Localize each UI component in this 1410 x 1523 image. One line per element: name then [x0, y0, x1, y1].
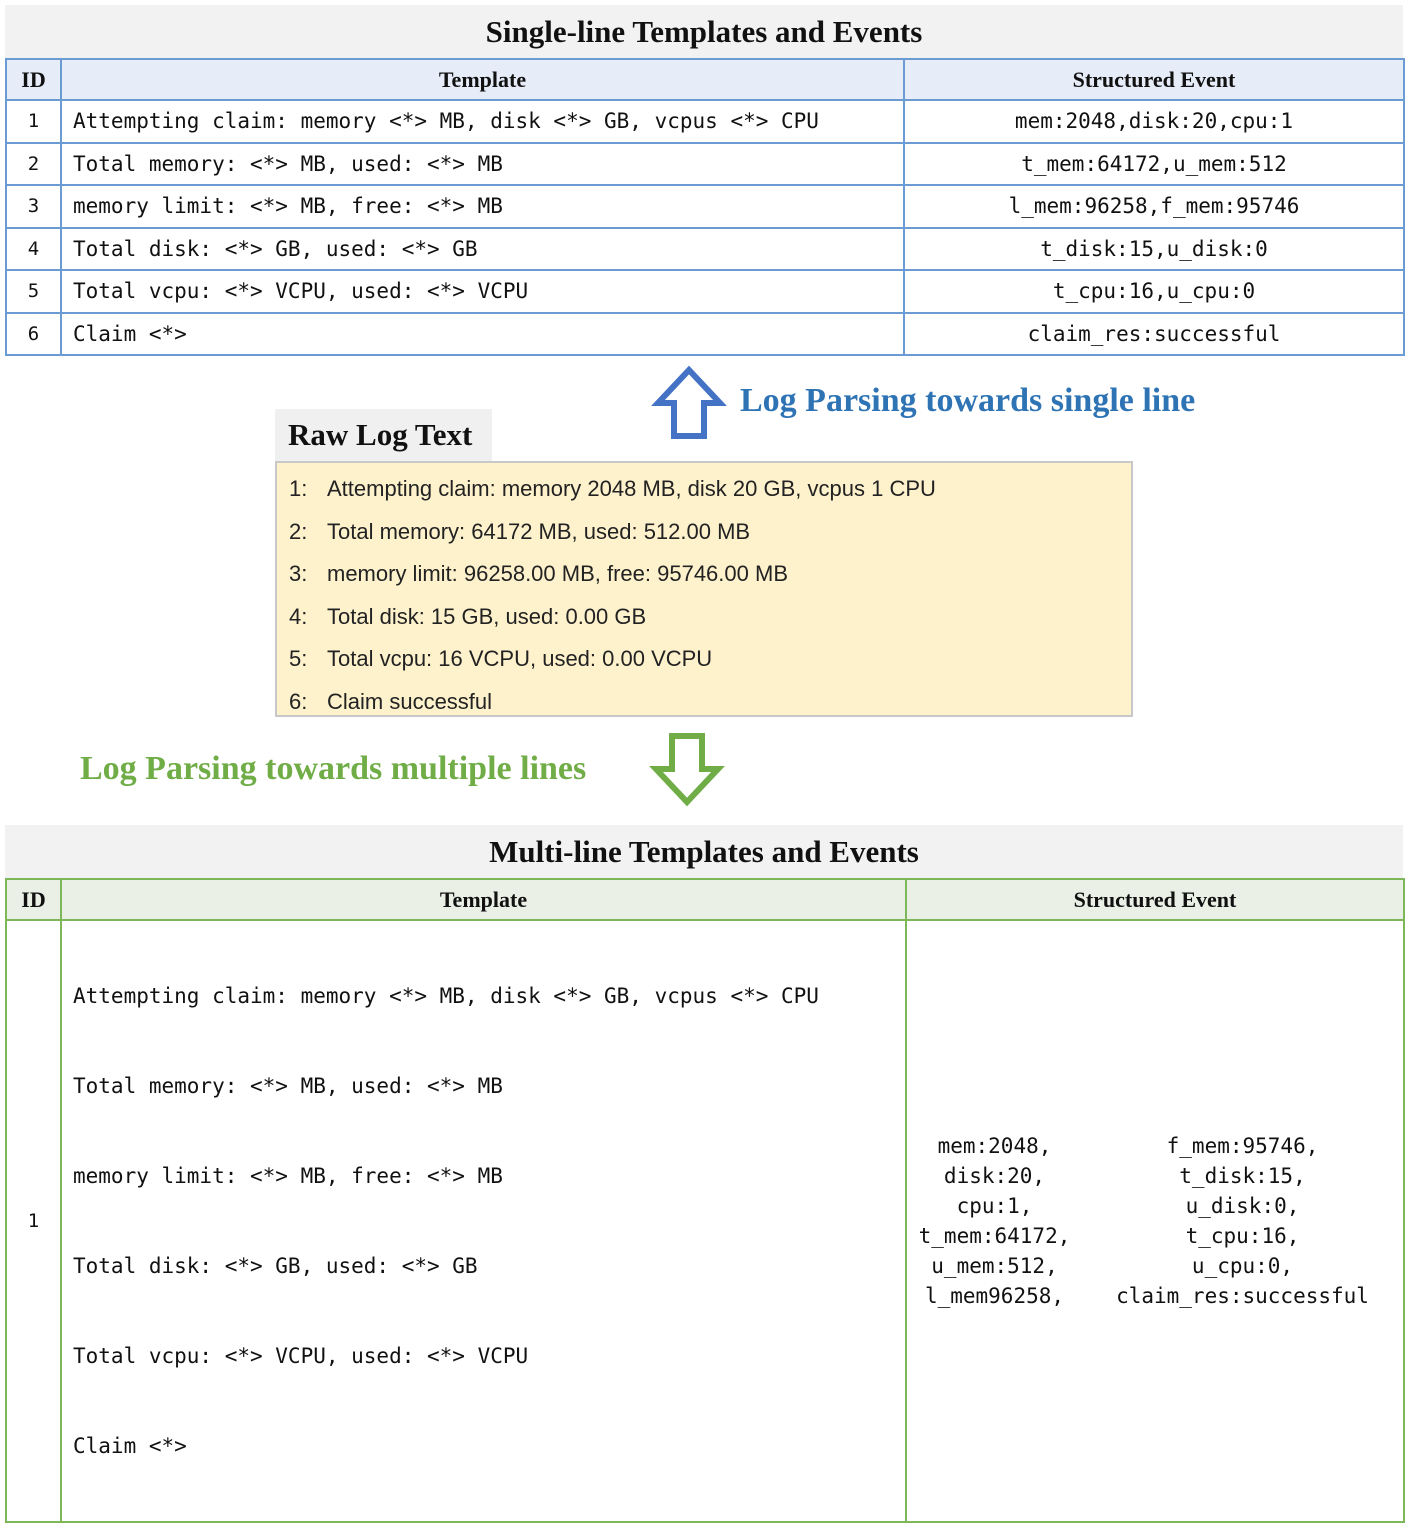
line-number: 4:	[289, 603, 308, 629]
event-item: f_mem:95746,	[1166, 1134, 1319, 1158]
row-id: 2	[6, 143, 61, 186]
row-template: Claim <*>	[61, 313, 904, 356]
row-id: 1	[6, 100, 61, 143]
row-event: claim_res:successful	[904, 313, 1404, 356]
table-header-row	[6, 879, 1404, 920]
raw-log-title: Raw Log Text	[275, 409, 492, 461]
table-row	[6, 143, 1404, 186]
line-text: memory limit: 96258.00 MB, free: 95746.00 MB	[327, 561, 788, 587]
raw-log-line	[277, 681, 1131, 724]
raw-log-line	[277, 511, 1131, 554]
row-event-cell	[906, 920, 1404, 1522]
row-event: mem:2048,disk:20,cpu:1	[904, 100, 1404, 143]
header-template: Template	[61, 59, 904, 100]
line-text: Total disk: 15 GB, used: 0.00 GB	[327, 603, 647, 629]
event-item: u_mem:512,	[931, 1254, 1058, 1278]
line-text: Attempting claim: memory 2048 MB, disk 20 GB, vcpus 1 CPU	[327, 476, 936, 502]
row-id: 3	[6, 185, 61, 228]
line-number: 3:	[289, 561, 308, 587]
header-id: ID	[6, 879, 61, 920]
event-item: t_disk:15,	[1179, 1164, 1306, 1188]
down-arrow-icon	[652, 733, 722, 805]
row-template: Total vcpu: <*> VCPU, used: <*> VCPU	[61, 270, 904, 313]
line-text: Total memory: 64172 MB, used: 512.00 MB	[327, 518, 751, 544]
caption-single-line: Log Parsing towards single line	[740, 382, 1196, 419]
line-number: 6:	[289, 688, 308, 714]
event-item: t_mem:64172,	[918, 1224, 1071, 1248]
row-event: t_cpu:16,u_cpu:0	[904, 270, 1404, 313]
template-line: Total memory: <*> MB, used: <*> MB	[73, 1074, 503, 1098]
table-header-row	[6, 59, 1404, 100]
raw-log-line	[277, 468, 1131, 511]
line-number: 1:	[289, 476, 308, 502]
single-line-table	[5, 58, 1405, 356]
raw-log-line	[277, 596, 1131, 639]
table-row	[6, 185, 1404, 228]
multi-line-table	[5, 878, 1405, 1523]
line-number: 2:	[289, 518, 308, 544]
table-row	[6, 920, 1404, 1522]
event-column-right	[1082, 1131, 1403, 1311]
row-id: 4	[6, 228, 61, 271]
line-text: Total vcpu: 16 VCPU, used: 0.00 VCPU	[327, 646, 713, 672]
table-row	[6, 270, 1404, 313]
table-row	[6, 100, 1404, 143]
row-id: 1	[6, 920, 61, 1522]
event-item: l_mem96258,	[924, 1284, 1065, 1308]
template-line: Attempting claim: memory <*> MB, disk <*> GB, vcpus <*> CPU	[73, 984, 819, 1008]
template-line: Total vcpu: <*> VCPU, used: <*> VCPU	[73, 1344, 529, 1368]
header-id: ID	[6, 59, 61, 100]
single-line-title: Single-line Templates and Events	[5, 5, 1403, 58]
row-template: memory limit: <*> MB, free: <*> MB	[61, 185, 904, 228]
caption-multi-line: Log Parsing towards multiple lines	[80, 750, 587, 787]
event-item: t_cpu:16,	[1185, 1224, 1300, 1248]
multi-line-title: Multi-line Templates and Events	[5, 825, 1403, 878]
row-id: 5	[6, 270, 61, 313]
table-row	[6, 313, 1404, 356]
event-item: disk:20,	[943, 1164, 1046, 1188]
event-item: mem:2048,	[937, 1134, 1052, 1158]
event-item: u_cpu:0,	[1191, 1254, 1294, 1278]
row-template-lines	[61, 920, 906, 1522]
raw-log-box	[275, 461, 1133, 717]
event-columns	[907, 1131, 1403, 1311]
event-item: u_disk:0,	[1185, 1194, 1300, 1218]
row-template: Attempting claim: memory <*> MB, disk <*> GB, vcpus <*> CPU	[61, 100, 904, 143]
template-line: Total disk: <*> GB, used: <*> GB	[73, 1254, 478, 1278]
row-template: Total memory: <*> MB, used: <*> MB	[61, 143, 904, 186]
line-number: 5:	[289, 646, 308, 672]
table-row	[6, 228, 1404, 271]
raw-log-line	[277, 638, 1131, 681]
template-line: memory limit: <*> MB, free: <*> MB	[73, 1164, 503, 1188]
event-item: cpu:1,	[956, 1194, 1033, 1218]
row-id: 6	[6, 313, 61, 356]
line-text: Claim successful	[327, 688, 493, 714]
row-event: t_mem:64172,u_mem:512	[904, 143, 1404, 186]
header-structured-event: Structured Event	[904, 59, 1404, 100]
row-template: Total disk: <*> GB, used: <*> GB	[61, 228, 904, 271]
up-arrow-icon	[654, 367, 724, 439]
header-structured-event: Structured Event	[906, 879, 1404, 920]
raw-log-line	[277, 553, 1131, 596]
header-template: Template	[61, 879, 906, 920]
row-event: l_mem:96258,f_mem:95746	[904, 185, 1404, 228]
event-item: claim_res:successful	[1116, 1284, 1369, 1308]
row-event: t_disk:15,u_disk:0	[904, 228, 1404, 271]
event-column-left	[907, 1131, 1082, 1311]
template-line: Claim <*>	[73, 1434, 187, 1458]
